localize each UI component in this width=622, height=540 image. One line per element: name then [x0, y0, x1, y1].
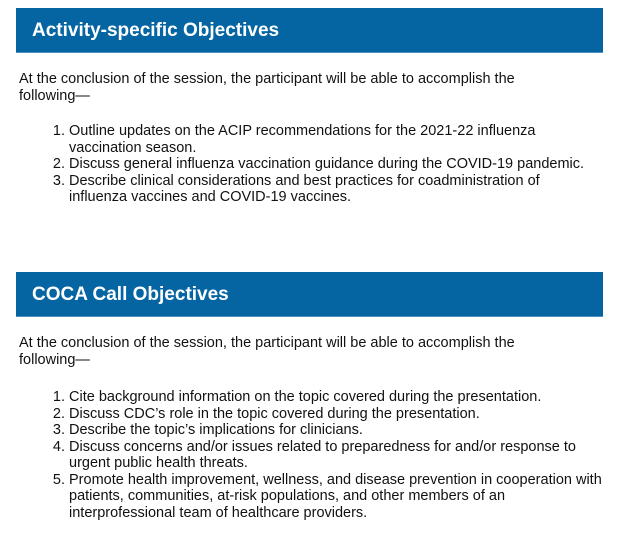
list-item: 1. Cite background information on the topic covered during the presentation. [69, 389, 609, 406]
list-item: 3. Describe the topic’s implications for clinicians. [69, 422, 609, 439]
intro-text: At the conclusion of the session, the participant will be able to accomplish the following— [19, 71, 515, 104]
list-item: 4. Discuss concerns and/or issues related to preparedness for and/or response to urgent public health threats. [69, 439, 609, 472]
list-item: 2. Discuss CDC’s role in the topic covered during the presentation. [69, 406, 609, 423]
section-header: COCA Call Objectives [16, 272, 603, 317]
activity-objectives-section [16, 8, 603, 206]
list-item: 3. Describe clinical considerations and best practices for coadministration of influenza vaccines and COVID-19 vaccines. [69, 173, 589, 206]
list-item: 1. Outline updates on the ACIP recommendations for the 2021-22 influenza vaccination season. [69, 123, 589, 156]
intro-text: At the conclusion of the session, the participant will be able to accomplish the following— [19, 335, 515, 368]
list-item: 2. Discuss general influenza vaccination guidance during the COVID-19 pandemic. [69, 156, 589, 173]
objectives-list [16, 123, 589, 206]
objectives-list [16, 389, 609, 521]
coca-call-objectives-section [16, 272, 603, 521]
section-header: Activity-specific Objectives [16, 8, 603, 53]
list-item: 5. Promote health improvement, wellness, and disease prevention in cooperation with patients, communities, at-risk populations, and other members of an interprofessional team of healthcare providers. [69, 472, 609, 522]
